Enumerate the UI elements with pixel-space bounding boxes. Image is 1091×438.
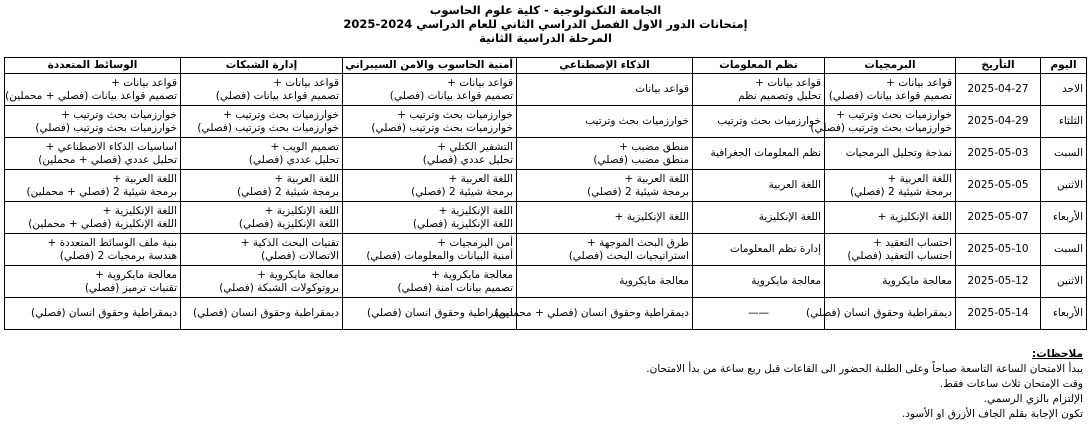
subject-line: اللغة العربية + xyxy=(624,173,689,185)
subject-line: بروتوكولات الشبكة (فصلي) xyxy=(219,281,339,294)
subject-line: بنية ملف الوسائط المتعددة + xyxy=(47,237,177,249)
exam-cell-information-systems xyxy=(693,202,825,234)
subject-line: خوارزميات بحث وترتيب (فصلي) xyxy=(371,121,513,134)
exam-cell-cyber-security xyxy=(343,234,517,266)
day-cell: الاحد xyxy=(1041,74,1087,106)
exam-cell-information-systems xyxy=(693,234,825,266)
subject-line: خوارزميات بحث وترتيب (فصلي) xyxy=(35,121,177,134)
subject-line: تصميم قواعد بيانات (فصلي + محملين) xyxy=(5,89,177,102)
exam-cell-artificial-intelligence xyxy=(517,74,693,106)
subject-line: الاتصالات (فصلي) xyxy=(261,249,339,262)
subject-line: تصميم قواعد بيانات (فصلي) xyxy=(828,89,952,102)
exam-cell-multimedia xyxy=(5,106,181,138)
subject-line: إدارة نظم المعلومات xyxy=(729,243,821,256)
table-body xyxy=(5,74,1087,330)
subject-line: معالجة مايكروية xyxy=(619,275,689,288)
subject-line: اللغة الإنكليزية xyxy=(758,211,821,224)
header-artificial-intelligence: الذكاء الإصطناعي xyxy=(517,58,693,74)
subject-line: خوارزميات بحث وترتيب + xyxy=(223,109,339,121)
subject-line: برمجة شيئية 2 (فصلي) xyxy=(411,185,513,198)
day-cell: السبت xyxy=(1041,234,1087,266)
subject-line: هندسة برمجيات 2 (فصلي) xyxy=(59,249,177,262)
note-item: تكون الإجابة بقلم الجاف الأزرق او الأسود. xyxy=(901,408,1083,420)
subject-line: برمجة شيئية 2 (فصلي) xyxy=(850,185,952,198)
exam-cell-artificial-intelligence xyxy=(517,266,693,298)
subject-line: خوارزميات بحث وترتيب (فصلي) xyxy=(197,121,339,134)
exam-cell-network-management xyxy=(181,74,343,106)
subject-line: ديمقراطية وحقوق انسان (فصلي) xyxy=(806,307,952,320)
subject-line: اللغة العربية + xyxy=(112,173,177,185)
subject-line: اللغة الإنكليزية (فصلي + محملين) xyxy=(28,217,177,230)
subject-line: تصميم الويب + xyxy=(270,141,339,153)
subject-line: ديمقراطية وحقوق انسان (فصلي) xyxy=(367,307,513,320)
table-row xyxy=(5,234,1087,266)
date-cell: 2025-05-03 xyxy=(956,138,1041,170)
subject-line: اللغة الإنكليزية + xyxy=(102,205,177,217)
exam-title: إمتحانات الدور الاول الفصل الدراسي الثاني للعام الدراسي 2024-2025 xyxy=(343,17,748,31)
subject-line: تحليل وتصميم نظم xyxy=(738,89,821,102)
header-information-systems: نظم المعلومات xyxy=(693,58,825,74)
header-network-management: إدارة الشبكات xyxy=(181,58,343,74)
exam-cell-artificial-intelligence xyxy=(517,202,693,234)
subject-line: برمجة شيئية 2 (فصلي) xyxy=(587,185,689,198)
subject-line: ديمقراطية وحقوق انسان (فصلي) xyxy=(31,307,177,320)
exam-cell-cyber-security xyxy=(343,266,517,298)
subject-line: نظم المعلومات الجغرافية xyxy=(710,147,821,160)
exam-cell-cyber-security xyxy=(343,202,517,234)
subject-line: قواعد بيانات + xyxy=(273,77,339,89)
subject-line: تحليل عددي (فصلي + محملين) xyxy=(38,153,177,166)
day-cell: الثلثاء xyxy=(1041,106,1087,138)
exam-cell-artificial-intelligence xyxy=(517,170,693,202)
note-item: وقت الإمتحان ثلاث ساعات فقط. xyxy=(939,378,1083,390)
subject-line: —— xyxy=(748,307,769,320)
exam-cell-artificial-intelligence xyxy=(517,138,693,170)
subject-line: قواعد بيانات + xyxy=(447,77,513,89)
exam-cell-multimedia xyxy=(5,202,181,234)
exam-cell-software xyxy=(825,266,956,298)
table-row xyxy=(5,138,1087,170)
subject-line: نمذجة وتحليل البرمجيات xyxy=(845,147,952,160)
day-cell: السبت xyxy=(1041,138,1087,170)
date-cell: 2025-05-05 xyxy=(956,170,1041,202)
table-row xyxy=(5,298,1087,330)
header-multimedia: الوسائط المتعددة xyxy=(5,58,181,74)
header-day: اليوم xyxy=(1041,58,1087,74)
exam-cell-software xyxy=(825,170,956,202)
subject-line: قواعد بيانات + xyxy=(111,77,177,89)
date-cell: 2025-04-27 xyxy=(956,74,1041,106)
subject-line: تقنيات البحث الذكية + xyxy=(240,237,339,249)
exam-cell-artificial-intelligence xyxy=(517,106,693,138)
table-header-row xyxy=(5,58,1087,74)
subject-line: خوارزميات بحث وترتيب (فصلي) xyxy=(810,121,952,134)
note-item: يبدأ الامتحان الساعة التاسعة صباحاً وعلى الطلبة الحضور الى القاعات قبل ربع ساعة من بدأ الامتحان. xyxy=(646,363,1083,375)
exam-cell-information-systems xyxy=(693,170,825,202)
subject-line: معالجة مايكروية + xyxy=(257,269,339,281)
subject-line: أمنية البيانات والمعلومات (فصلي) xyxy=(366,249,513,262)
subject-line: اللغة العربية + xyxy=(274,173,339,185)
subject-line: اللغة العربية xyxy=(768,179,821,192)
exam-cell-multimedia xyxy=(5,74,181,106)
subject-line: اللغة الإنكليزية (فصلي) xyxy=(412,217,513,230)
subject-line: احتساب التعقيد (فصلي) xyxy=(847,249,952,262)
subject-line: اللغة العربية + xyxy=(887,173,952,185)
subject-line: اللغة الإنكليزية + xyxy=(614,211,689,224)
exam-cell-software xyxy=(825,202,956,234)
exam-cell-multimedia xyxy=(5,138,181,170)
exam-cell-software xyxy=(806,298,956,330)
table-row xyxy=(5,266,1087,298)
exam-cell-information-systems xyxy=(693,266,825,298)
table-row xyxy=(5,202,1087,234)
subject-line: منطق مضبب (فصلي) xyxy=(593,153,689,166)
university-title: الجامعة التكنولوجية - كلية علوم الحاسوب xyxy=(429,3,662,17)
exam-cell-multimedia xyxy=(5,234,181,266)
notes-title: ملاحظات: xyxy=(1032,348,1083,360)
exam-cell-network-management xyxy=(181,298,343,330)
note-item: الإلتزام بالزي الرسمي. xyxy=(983,393,1083,405)
document-header xyxy=(0,0,1091,45)
exam-cell-information-systems xyxy=(693,138,825,170)
subject-line: معالجة مايكروية xyxy=(751,275,821,288)
subject-line: طرق البحث الموجهة + xyxy=(586,237,689,249)
exam-cell-cyber-security xyxy=(343,106,517,138)
day-cell: الأربعاء xyxy=(1041,298,1087,330)
subject-line: خوارزميات بحث وترتيب + xyxy=(397,109,513,121)
subject-line: ديمقراطية وحقوق انسان (فصلي + محملين) xyxy=(494,307,689,320)
subject-line: منطق مضبب + xyxy=(619,141,689,153)
date-cell: 2025-05-12 xyxy=(956,266,1041,298)
subject-line: تصميم قواعد بيانات (فصلي) xyxy=(215,89,339,102)
exam-cell-information-systems xyxy=(693,298,825,330)
exam-cell-artificial-intelligence xyxy=(517,234,693,266)
exam-cell-software xyxy=(825,138,956,170)
header-date: التأريخ xyxy=(956,58,1041,74)
exam-cell-network-management xyxy=(181,138,343,170)
header-software: البرمجيات xyxy=(825,58,956,74)
subject-line: اللغة العربية + xyxy=(448,173,513,185)
exam-cell-multimedia xyxy=(5,298,181,330)
subject-line: خوارزميات بحث وترتيب xyxy=(585,115,689,128)
table-row xyxy=(5,106,1087,138)
exam-cell-software xyxy=(810,106,956,138)
day-cell: الاثنين xyxy=(1041,170,1087,202)
subject-line: معالجة مايكروية xyxy=(882,275,952,288)
subject-line: خوارزميات بحث وترتيب + xyxy=(836,109,952,121)
exam-cell-information-systems xyxy=(693,74,825,106)
subject-line: اساسيات الذكاء الاصطناعي + xyxy=(45,141,177,153)
exam-cell-cyber-security xyxy=(343,138,517,170)
subject-line: اللغة الإنكليزية (فصلي) xyxy=(238,217,339,230)
exam-cell-network-management xyxy=(181,106,343,138)
stage-title: المرحلة الدراسية الثانية xyxy=(479,31,612,45)
subject-line: قواعد بيانات xyxy=(635,83,689,96)
table-row xyxy=(5,74,1087,106)
subject-line: تصميم بيانات امنة (فصلي) xyxy=(397,281,513,294)
notes-section xyxy=(646,347,1083,422)
subject-line: ديمقراطية وحقوق انسان (فصلي) xyxy=(193,307,339,320)
exam-cell-network-management xyxy=(181,170,343,202)
exam-cell-network-management xyxy=(181,202,343,234)
subject-line: استراتيجيات البحث (فصلي) xyxy=(568,249,689,262)
subject-line: خوارزميات بحث وترتيب xyxy=(717,115,821,128)
date-cell: 2025-04-29 xyxy=(956,106,1041,138)
exam-cell-artificial-intelligence xyxy=(494,298,693,330)
exam-cell-network-management xyxy=(181,266,343,298)
subject-line: اللغة الإنكليزية + xyxy=(877,211,952,224)
subject-line: تقنيات ترميز (فصلي) xyxy=(84,281,177,294)
subject-line: معالجة مايكروية + xyxy=(431,269,513,281)
table-row xyxy=(5,170,1087,202)
subject-line: اللغة الإنكليزية + xyxy=(438,205,513,217)
subject-line: تحليل عددي (فصلي) xyxy=(248,153,339,166)
subject-line: اللغة الإنكليزية + xyxy=(264,205,339,217)
subject-line: برمجة شيئية 2 (فصلي) xyxy=(237,185,339,198)
exam-cell-multimedia xyxy=(5,266,181,298)
date-cell: 2025-05-07 xyxy=(956,202,1041,234)
subject-line: تحليل عددي (فصلي) xyxy=(422,153,513,166)
exam-cell-cyber-security xyxy=(343,298,517,330)
exam-cell-multimedia xyxy=(5,170,181,202)
exam-schedule-table xyxy=(4,57,1087,330)
exam-cell-network-management xyxy=(181,234,343,266)
subject-line: قواعد بيانات + xyxy=(886,77,952,89)
exam-cell-cyber-security xyxy=(343,170,517,202)
date-cell: 2025-05-10 xyxy=(956,234,1041,266)
day-cell: الاثنين xyxy=(1041,266,1087,298)
subject-line: أمن البرمجيات + xyxy=(437,237,513,249)
subject-line: قواعد بيانات + xyxy=(755,77,821,89)
day-cell: الأربعاء xyxy=(1041,202,1087,234)
exam-cell-cyber-security xyxy=(343,74,517,106)
subject-line: خوارزميات بحث وترتيب + xyxy=(61,109,177,121)
subject-line: معالجة مايكروية + xyxy=(95,269,177,281)
subject-line: التشفير الكتلي + xyxy=(437,141,513,153)
exam-cell-information-systems xyxy=(693,106,825,138)
exam-cell-software xyxy=(825,234,956,266)
subject-line: احتساب التعقيد + xyxy=(873,237,952,249)
header-cyber-security: أمنية الحاسوب والامن السيبراني xyxy=(343,58,517,74)
exam-cell-software xyxy=(825,74,956,106)
subject-line: تصميم قواعد بيانات (فصلي) xyxy=(389,89,513,102)
subject-line: برمجة شيئية 2 (فصلي + محملين) xyxy=(26,185,177,198)
date-cell: 2025-05-14 xyxy=(956,298,1041,330)
